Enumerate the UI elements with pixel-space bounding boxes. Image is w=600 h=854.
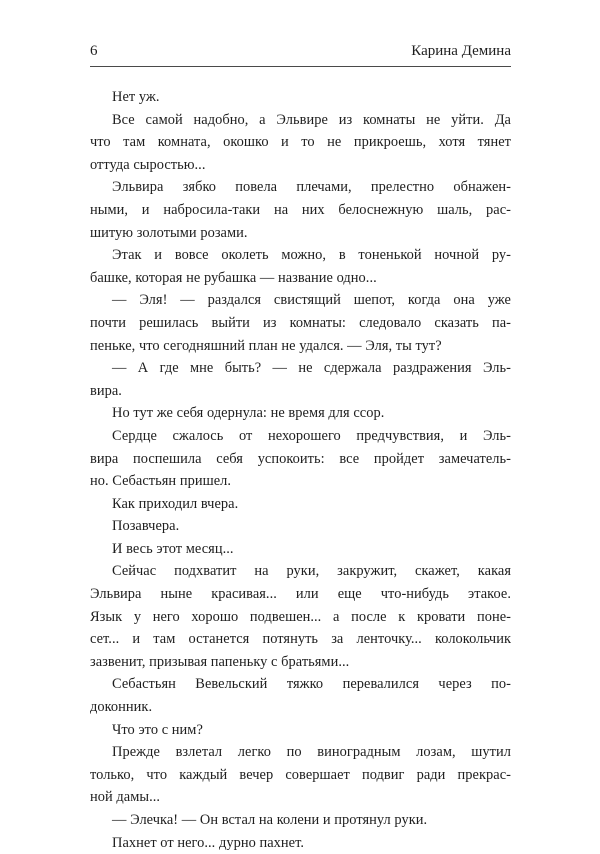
text-line: — А где мне быть? — не сдержала раздражения Эль- [112,360,511,377]
paragraph [90,109,511,177]
paragraph [90,289,511,357]
text-line: шитую золотыми розами. [90,224,248,241]
text-line: пеньке, что сегодняшний план не удался. — Эля, ты тут? [90,337,442,354]
text-line: доконник. [90,699,153,716]
paragraph [90,425,511,493]
text-line: Нет уж. [112,89,160,105]
running-head [90,42,511,60]
paragraph [90,402,511,425]
header-rule [90,66,511,67]
page-number: 6 [90,43,98,59]
text-line: ными, и набросила-таки на них белоснежную шаль, рас- [90,201,511,218]
text-line: Пахнет от него... дурно пахнет. [112,834,304,851]
text-line: Этак и вовсе околеть можно, в тоненькой ночной ру- [112,247,511,264]
text-line: Эльвира ныне красивая... или еще что-нибудь этакое. [90,586,511,603]
text-line: зазвенит, призывая папеньку с братьями... [90,653,350,670]
text-line: Сердце сжалось от нехорошего предчувствия, и Эль- [112,427,511,444]
paragraph [90,357,511,402]
text-line: Позавчера. [112,518,180,535]
text-line: — Элечка! — Он встал на колени и протянул руки. [112,812,428,828]
text-line: Что это с ним? [112,721,203,738]
text-line: ной дамы... [90,789,161,806]
paragraph [90,673,511,718]
paragraph [90,832,511,854]
paragraph [90,538,511,561]
text-line: оттуда сыростью... [90,156,206,173]
text-line: вира. [90,382,122,399]
text-line: Себастьян Вевельский тяжко перевалился через по- [112,676,511,693]
text-line: — Эля! — раздался свистящий шепот, когда она уже [112,292,511,309]
text-line: Эльвира зябко повела плечами, прелестно обнажен- [112,179,511,196]
paragraph [90,244,511,289]
text-line: И весь этот месяц... [112,540,234,557]
text-line: башке, которая не рубашка — название одно... [90,269,377,286]
text-line: что там комната, окошко и то не прикроешь, хотя тянет [90,134,511,151]
paragraph [90,493,511,516]
body-text [90,86,511,854]
text-line: Все самой надобно, а Эльвире из комнаты не уйти. Да [112,111,511,128]
text-line: Как приходил вчера. [112,495,239,512]
text-line: Прежде взлетал легко по виноградным лозам, шутил [112,744,511,761]
paragraph [90,719,511,742]
paragraph [90,809,511,832]
text-line: почти решилась выйти из комнаты: следовало сказать па- [90,314,511,331]
text-line: Но тут же себя одернула: не время для ссор. [112,405,385,422]
text-line: вира поспешила себя успокоить: все пройдет замечатель- [90,450,511,467]
text-line: Сейчас подхватит на руки, закружит, скажет, какая [112,563,511,580]
text-line: только, что каждый вечер совершает подвиг ради прекрас- [90,766,511,783]
paragraph [90,560,511,673]
paragraph [90,515,511,538]
text-line: Язык у него хорошо подвешен... а после к кровати понe- [90,608,511,625]
paragraph [90,741,511,809]
running-head-author: Карина Демина [411,43,511,59]
paragraph [90,86,511,109]
paragraph [90,176,511,244]
text-line: но. Себастьян пришел. [90,473,232,490]
text-line: сет... и там останется потянуть за ленточку... колокольчик [90,631,511,648]
